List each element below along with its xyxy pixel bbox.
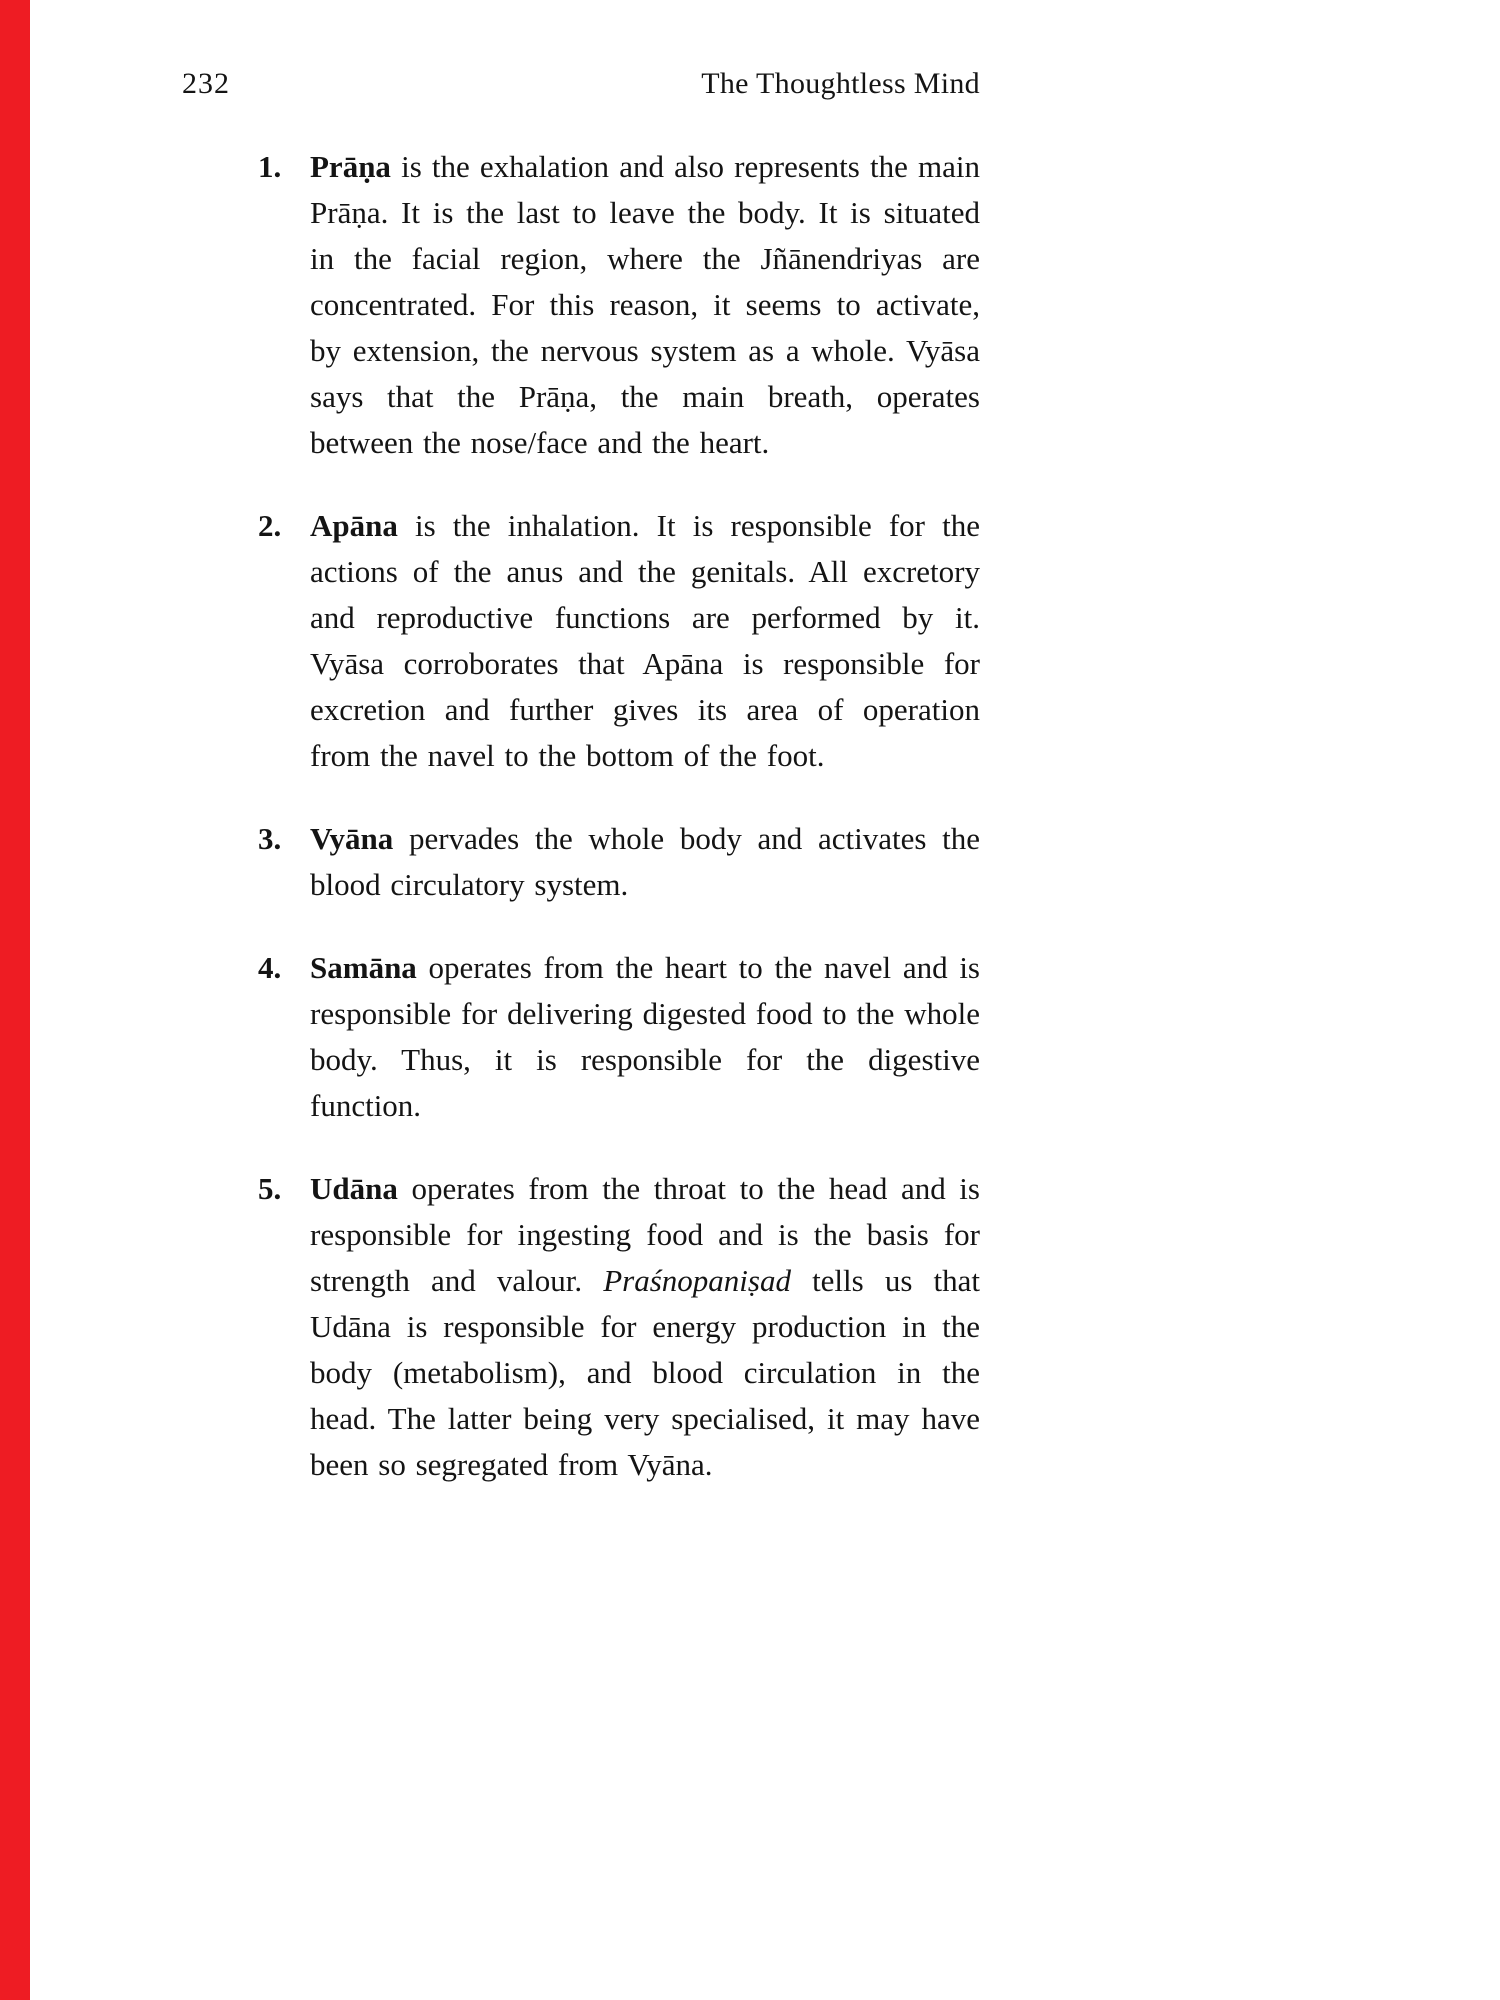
- item-text: is the exhalation and also represents the main Prāṇa. It is the last to leave the body. It is situated in the facial region, where the Jñānendriyas are concentrated. For this reason, it seems to activate, by extension, the nervous system as a whole. Vyāsa says that the Prāṇa, the main breath, operates between the nose/face and the heart.: [310, 149, 980, 460]
- item-term: Prāṇa: [310, 149, 391, 184]
- item-text: operates from the throat to the head and is responsible for ingesting food and is the basis for strength and valour.: [310, 1171, 980, 1298]
- item-body: [310, 1166, 980, 1488]
- item-number: 5.: [258, 1171, 282, 1206]
- list-item: [258, 144, 980, 466]
- item-text: operates from the heart to the navel and is responsible for delivering digested food to the whole body. Thus, it is responsible for the digestive function.: [310, 950, 980, 1123]
- item-number: 4.: [258, 950, 282, 985]
- prana-list: [182, 144, 980, 1488]
- item-number: 3.: [258, 821, 282, 856]
- list-item: [258, 945, 980, 1129]
- binding-edge-strip: [0, 0, 30, 2000]
- item-number: 1.: [258, 149, 282, 184]
- item-body: [310, 144, 980, 466]
- page-number: 232: [182, 67, 230, 100]
- list-item: [258, 816, 980, 908]
- book-page: [182, 66, 980, 1525]
- item-term: Apāna: [310, 508, 398, 543]
- item-body: [310, 816, 980, 908]
- list-item: [258, 1166, 980, 1488]
- item-term: Vyāna: [310, 821, 394, 856]
- item-text: is the inhalation. It is responsible for the actions of the anus and the genitals. All excretory and reproductive functions are performed by it. Vyāsa corroborates that Apāna is responsible for excretion and further gives its area of operation from the navel to the bottom of the foot.: [310, 508, 980, 773]
- list-item: [258, 503, 980, 779]
- item-term: Udāna: [310, 1171, 398, 1206]
- item-text-after: tells us that Udāna is responsible for energy production in the body (metabolism), and blood circulation in the head. The latter being very specialised, it may have been so segregated from Vyāna.: [310, 1263, 980, 1482]
- item-number: 2.: [258, 508, 282, 543]
- page-header: [182, 66, 980, 102]
- item-term: Samāna: [310, 950, 417, 985]
- item-body: [310, 503, 980, 779]
- item-text: pervades the whole body and activates the blood circulatory system.: [310, 821, 980, 902]
- item-body: [310, 945, 980, 1129]
- running-head-title: The Thoughtless Mind: [701, 67, 980, 100]
- item-italic-title: Praśnopaniṣad: [603, 1263, 791, 1298]
